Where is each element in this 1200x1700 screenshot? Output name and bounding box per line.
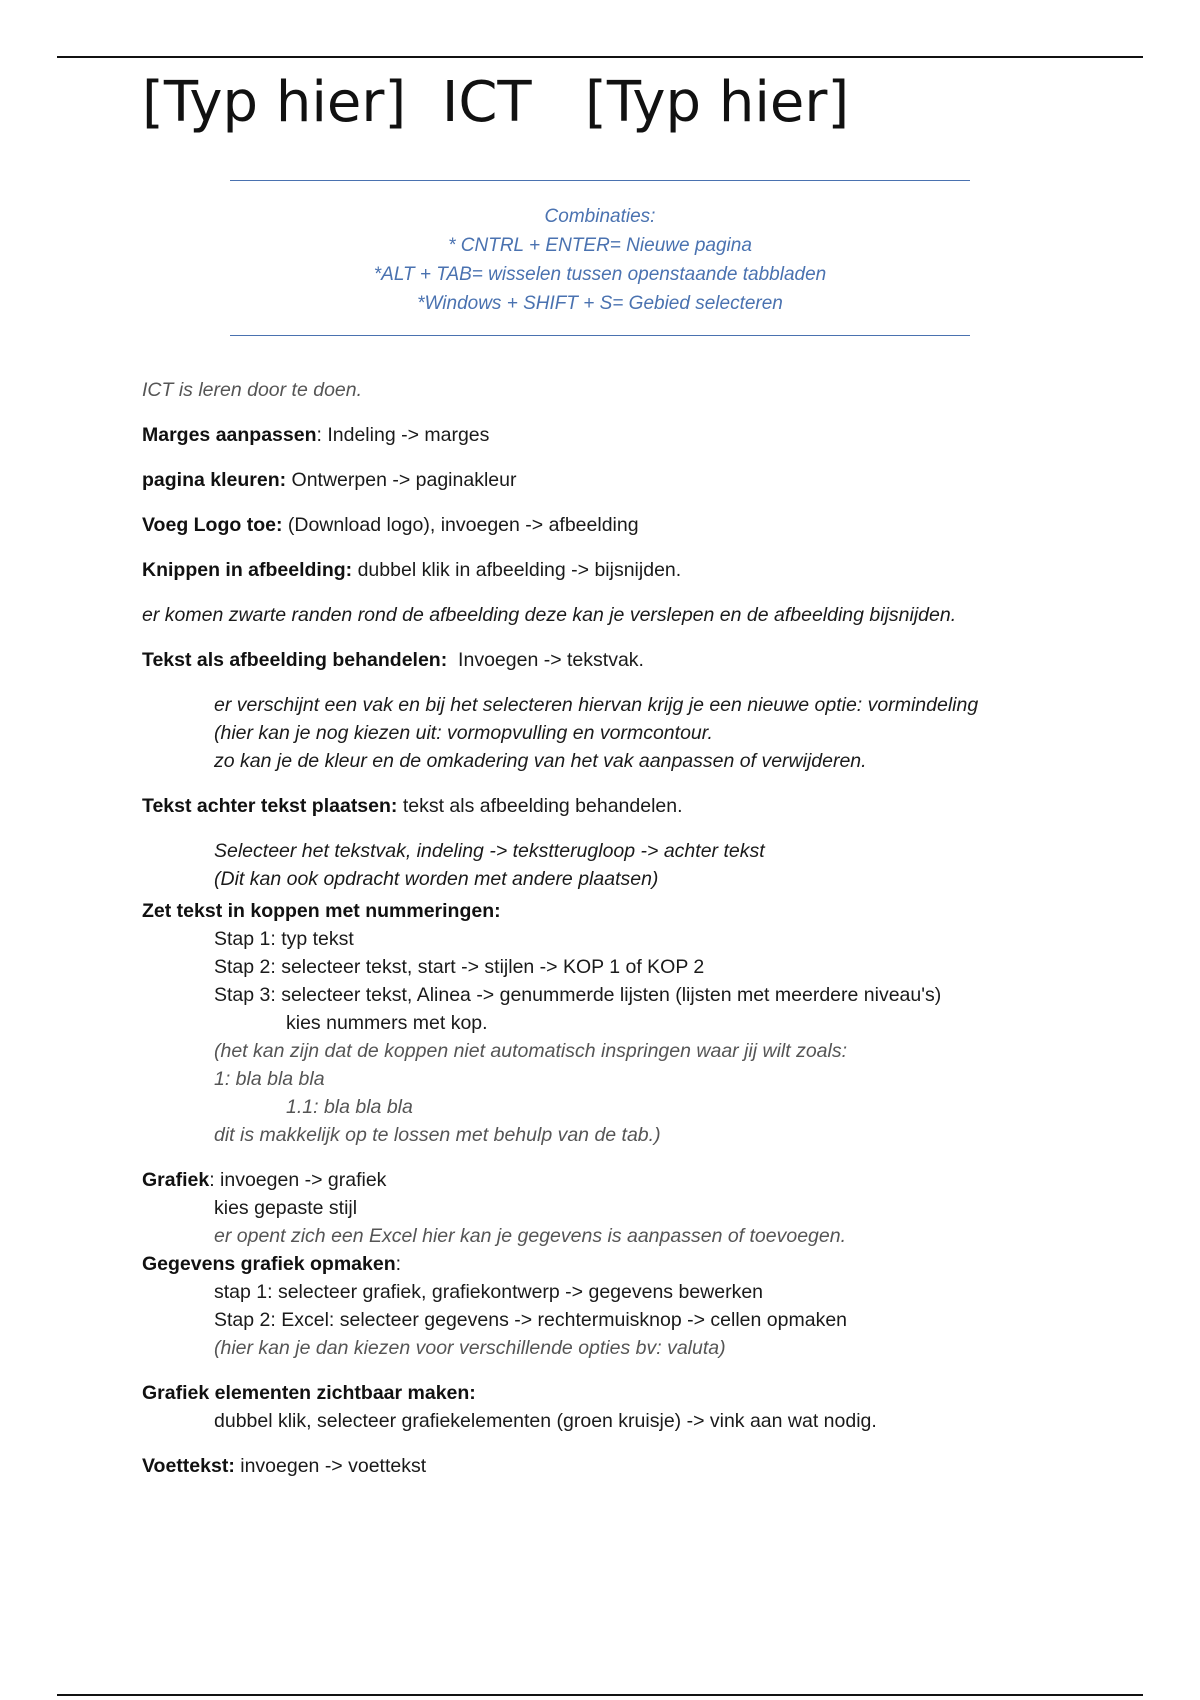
koppen-note-1: (het kan zijn dat de koppen niet automatisch inspringen waar jij wilt zoals: <box>214 1040 848 1062</box>
achter-tekst-text: tekst als afbeelding behandelen. <box>397 795 683 817</box>
marges-label: Marges aanpassen <box>142 424 317 446</box>
voettekst-label: Voettekst: <box>142 1455 235 1477</box>
gegevens-text: : <box>395 1253 402 1275</box>
intense-quote <box>230 202 970 318</box>
header-rule <box>57 56 1143 58</box>
grafiek-note: er opent zich een Excel hier kan je gegevens is aanpassen of toevoegen. <box>214 1225 847 1247</box>
quote-top-border <box>230 180 970 181</box>
quote-line-2: *ALT + TAB= wisselen tussen openstaande tabbladen <box>373 264 827 285</box>
gegevens-label: Gegevens grafiek opmaken <box>142 1253 396 1275</box>
knippen-label: Knippen in afbeelding: <box>142 559 353 581</box>
elementen-label: Grafiek elementen zichtbaar maken: <box>142 1382 476 1404</box>
koppen-sub: kies nummers met kop. <box>286 1012 488 1034</box>
header-right: [Typ hier] <box>585 70 850 135</box>
footer-rule <box>57 1694 1143 1696</box>
quote-line-3: *Windows + SHIFT + S= Gebied selecteren <box>417 293 783 314</box>
kleur-label: pagina kleuren: <box>142 469 287 491</box>
quote-title: Combinaties: <box>544 206 656 227</box>
tekst-afbeelding-label: Tekst als afbeelding behandelen: <box>142 649 448 671</box>
elementen-line: dubbel klik, selecteer grafiekelementen (groen kruisje) -> vink aan wat nodig. <box>214 1410 877 1432</box>
tekst-afbeelding-paragraph <box>142 646 1142 674</box>
intro-text: ICT is leren door te doen. <box>142 379 363 401</box>
gegevens-step-1: stap 1: selecteer grafiek, grafiekontwerp -> gegevens bewerken <box>214 1281 764 1303</box>
achter-tekst-note-1: Selecteer het tekstvak, indeling -> tekstterugloop -> achter tekst <box>214 840 765 862</box>
gegevens-paragraph <box>142 1250 1142 1278</box>
gegevens-step-2: Stap 2: Excel: selecteer gegevens -> rechtermuisknop -> cellen opmaken <box>214 1309 848 1331</box>
kleur-paragraph <box>142 466 1142 494</box>
elementen-paragraph <box>142 1379 1142 1407</box>
gegevens-note: (hier kan je dan kiezen voor verschillende opties bv: valuta) <box>214 1337 726 1359</box>
koppen-step-1: Stap 1: typ tekst <box>214 928 354 950</box>
page-header <box>142 68 849 138</box>
koppen-note-2: 1: bla bla bla <box>214 1068 325 1090</box>
tekst-afbeelding-note-1: er verschijnt een vak en bij het selecteren hiervan krijg je een nieuwe optie: vormindeling <box>214 694 979 716</box>
tekst-afbeelding-text: Invoegen -> tekstvak. <box>447 649 644 671</box>
grafiek-label: Grafiek <box>142 1169 210 1191</box>
tekst-afbeelding-note-2: (hier kan je nog kiezen uit: vormopvulling en vormcontour. <box>214 722 713 744</box>
achter-tekst-paragraph <box>142 792 1142 820</box>
achter-tekst-label: Tekst achter tekst plaatsen: <box>142 795 398 817</box>
knippen-note: er komen zwarte randen rond de afbeelding deze kan je verslepen en de afbeelding bijsnijden. <box>142 604 957 626</box>
grafiek-line: kies gepaste stijl <box>214 1197 358 1219</box>
logo-label: Voeg Logo toe: <box>142 514 283 536</box>
voettekst-paragraph <box>142 1452 1142 1480</box>
voettekst-text: invoegen -> voettekst <box>234 1455 427 1477</box>
quote-line-1: * CNTRL + ENTER= Nieuwe pagina <box>448 235 752 256</box>
marges-paragraph <box>142 421 1142 449</box>
grafiek-text: : invoegen -> grafiek <box>209 1169 387 1191</box>
tekst-afbeelding-note-3: zo kan je de kleur en de omkadering van het vak aanpassen of verwijderen. <box>214 750 867 772</box>
koppen-label: Zet tekst in koppen met nummeringen: <box>142 900 501 922</box>
logo-paragraph <box>142 511 1142 539</box>
koppen-note-4: dit is makkelijk op te lossen met behulp van de tab.) <box>214 1124 661 1146</box>
koppen-note-3: 1.1: bla bla bla <box>286 1096 413 1118</box>
header-left: [Typ hier] <box>142 70 407 135</box>
achter-tekst-note-2: (Dit kan ook opdracht worden met andere plaatsen) <box>214 868 659 890</box>
koppen-step-3: Stap 3: selecteer tekst, Alinea -> genummerde lijsten (lijsten met meerdere niveau's) <box>214 984 942 1006</box>
marges-text: : Indeling -> marges <box>316 424 490 446</box>
header-center: ICT <box>441 70 532 135</box>
koppen-heading <box>142 897 1142 925</box>
knippen-text: dubbel klik in afbeelding -> bijsnijden. <box>352 559 682 581</box>
logo-text: (Download logo), invoegen -> afbeelding <box>282 514 639 536</box>
grafiek-paragraph <box>142 1166 1142 1194</box>
quote-bottom-border <box>230 335 970 336</box>
knippen-paragraph <box>142 556 1142 584</box>
koppen-step-2: Stap 2: selecteer tekst, start -> stijlen -> KOP 1 of KOP 2 <box>214 956 705 978</box>
document-body <box>142 376 1142 1480</box>
kleur-text: Ontwerpen -> paginakleur <box>286 469 517 491</box>
